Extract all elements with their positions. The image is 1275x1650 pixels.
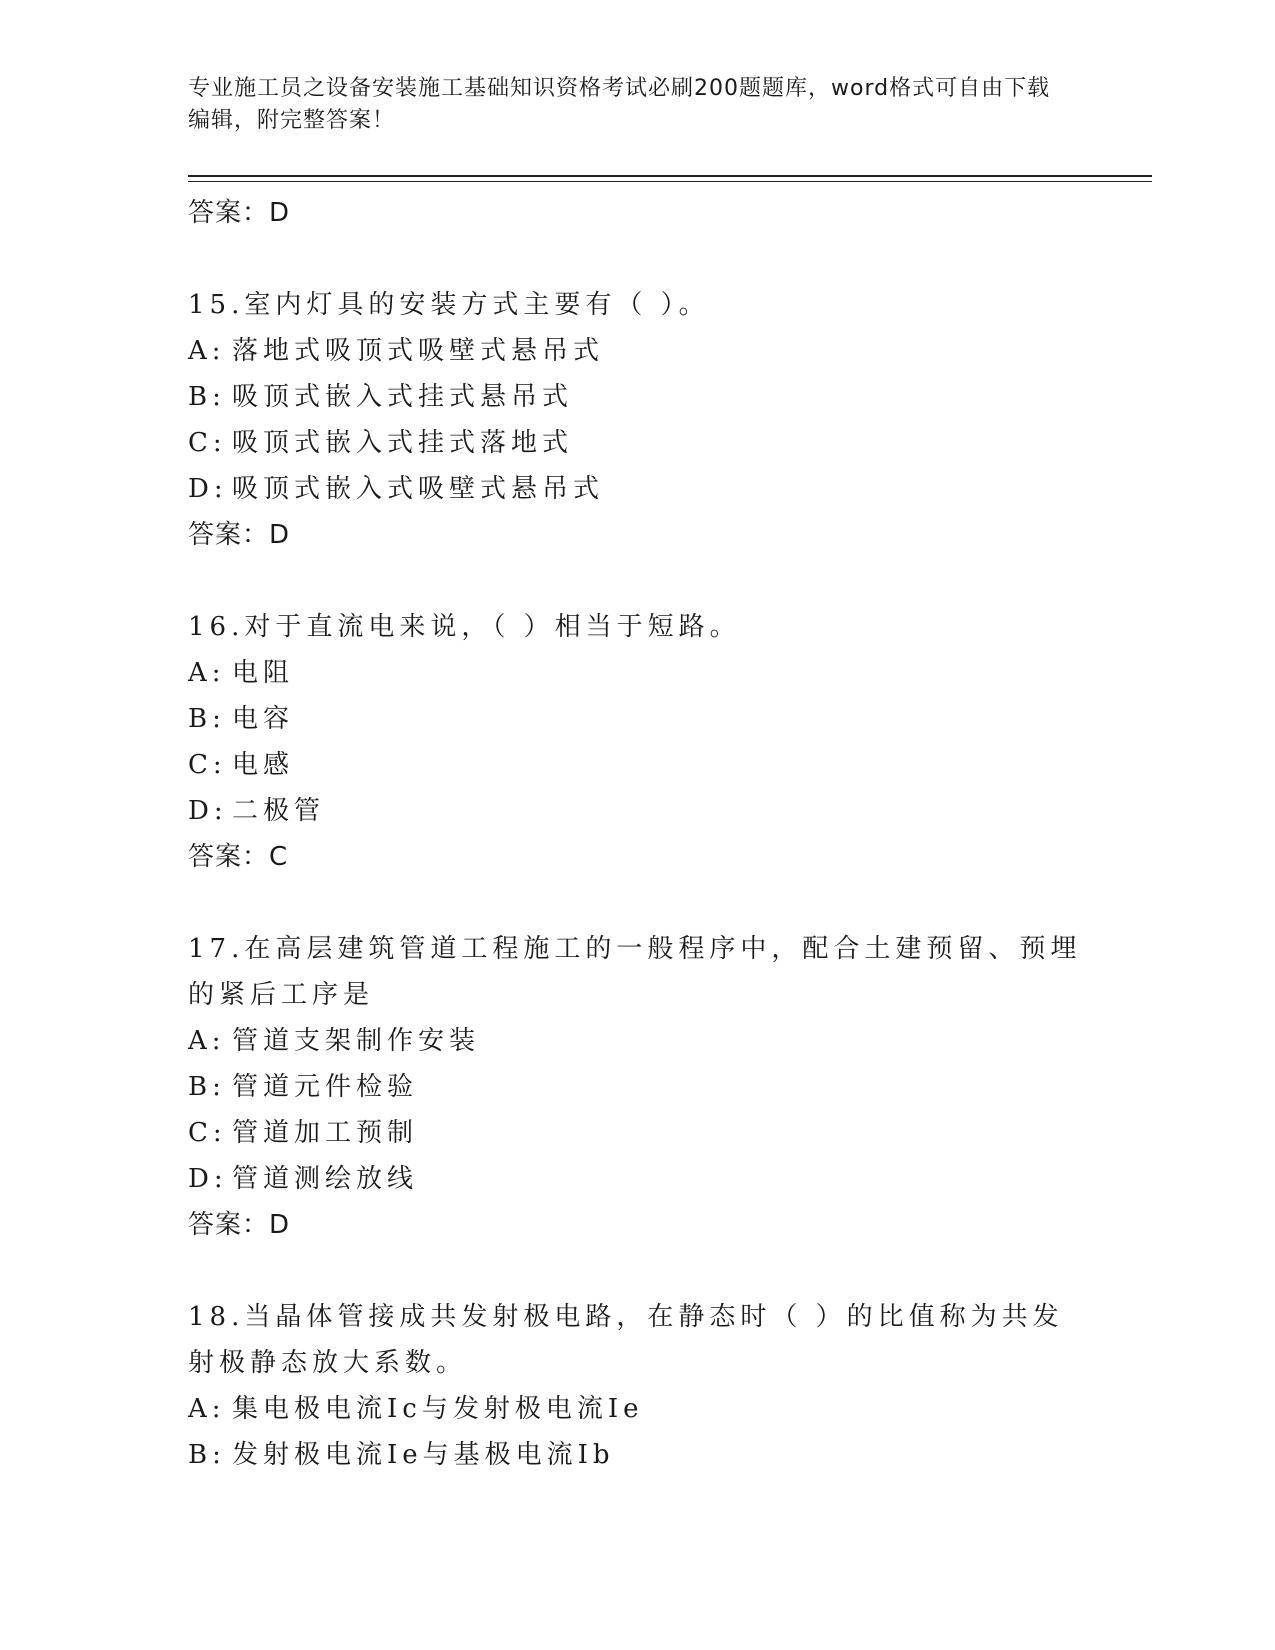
question-answer: 答案：D (188, 520, 291, 550)
question-answer: 答案：C (188, 842, 289, 872)
option-key: D: (188, 796, 228, 826)
question-17 (188, 926, 1088, 1248)
option-b (188, 374, 1088, 420)
option-text: 管道加工预制 (232, 1118, 419, 1148)
option-key: A: (188, 658, 226, 688)
option-b (188, 1064, 1088, 1110)
option-key: B: (188, 382, 226, 412)
option-text: 电感 (232, 750, 295, 780)
question-15 (188, 282, 1088, 558)
spacer (188, 1248, 1088, 1294)
option-a (188, 1386, 1088, 1432)
option-key: B: (188, 1072, 226, 1102)
spacer (188, 558, 1088, 604)
option-b (188, 696, 1088, 742)
option-key: A: (188, 1026, 226, 1056)
question-answer: 答案：D (188, 1210, 291, 1240)
option-c (188, 742, 1088, 788)
option-a (188, 1018, 1088, 1064)
question-text: 17.在高层建筑管道工程施工的一般程序中，配合土建预留、预埋的紧后工序是 (188, 934, 1082, 1010)
option-a (188, 328, 1088, 374)
question-text: 15.室内灯具的安装方式主要有（ ）。 (188, 290, 710, 320)
option-text: 二极管 (232, 796, 326, 826)
option-c (188, 1110, 1088, 1156)
option-text: 管道支架制作安装 (232, 1026, 481, 1056)
option-text: 电容 (232, 704, 295, 734)
option-text: 吸顶式嵌入式吸壁式悬吊式 (232, 474, 605, 504)
option-d (188, 466, 1088, 512)
header-divider-thin (188, 181, 1152, 182)
option-key: C: (188, 1118, 227, 1148)
question-text: 16.对于直流电来说，（ ）相当于短路。 (188, 612, 741, 642)
question-18 (188, 1294, 1088, 1478)
document-body (188, 190, 1088, 1478)
option-c (188, 420, 1088, 466)
option-text: 发射极电流Ie与基极电流Ib (232, 1440, 615, 1470)
previous-question-answer: 答案：D (188, 198, 291, 228)
spacer (188, 880, 1088, 926)
option-key: B: (188, 1440, 226, 1470)
option-d (188, 1156, 1088, 1202)
option-text: 吸顶式嵌入式挂式悬吊式 (232, 382, 574, 412)
spacer (188, 236, 1088, 282)
question-text: 18.当晶体管接成共发射极电路，在静态时（ ）的比值称为共发射极静态放大系数。 (188, 1302, 1064, 1378)
option-text: 管道测绘放线 (232, 1164, 419, 1194)
option-d (188, 788, 1088, 834)
header-divider-thick (188, 175, 1152, 177)
option-key: A: (188, 1394, 226, 1424)
option-a (188, 650, 1088, 696)
option-text: 集电极电流Ic与发射极电流Ie (232, 1394, 644, 1424)
document-header-title: 专业施工员之设备安装施工基础知识资格考试必刷200题题库，word格式可自由下载编辑，附完整答案！ (188, 76, 1051, 133)
option-key: D: (188, 1164, 228, 1194)
option-text: 吸顶式嵌入式挂式落地式 (232, 428, 574, 458)
option-key: A: (188, 336, 226, 366)
option-text: 电阻 (232, 658, 295, 688)
option-key: D: (188, 474, 228, 504)
option-text: 落地式吸顶式吸壁式悬吊式 (232, 336, 605, 366)
option-text: 管道元件检验 (232, 1072, 419, 1102)
question-16 (188, 604, 1088, 880)
option-key: B: (188, 704, 226, 734)
option-key: C: (188, 428, 227, 458)
option-b (188, 1432, 1088, 1478)
option-key: C: (188, 750, 227, 780)
